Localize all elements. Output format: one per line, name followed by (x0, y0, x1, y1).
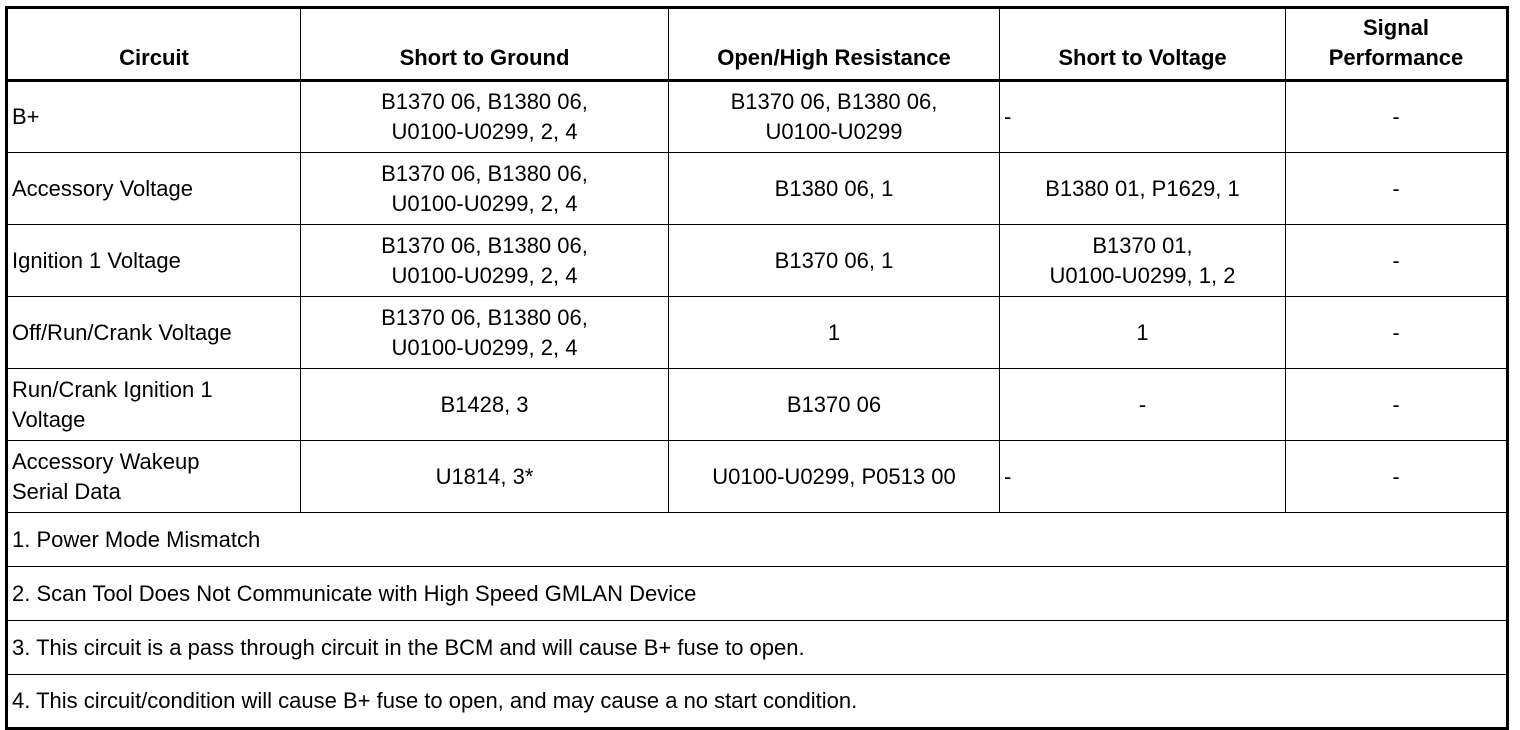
cell-circuit: Off/Run/Crank Voltage (7, 297, 301, 369)
cell-short-to-ground: B1370 06, B1380 06, U0100-U0299, 2, 4 (301, 225, 669, 297)
cell-short-to-voltage: - (1000, 81, 1286, 153)
cell-open-high-resistance: B1370 06 (669, 369, 1000, 441)
table-row (7, 225, 1508, 297)
header-open-high-resistance: Open/High Resistance (669, 8, 1000, 81)
footnote-2: 2. Scan Tool Does Not Communicate with High Speed GMLAN Device (7, 567, 1508, 621)
cell-signal-performance: - (1286, 441, 1508, 513)
cell-circuit: Ignition 1 Voltage (7, 225, 301, 297)
header-signal-performance: Signal Performance (1286, 8, 1508, 81)
cell-short-to-voltage: - (1000, 441, 1286, 513)
table-row (7, 81, 1508, 153)
note-row (7, 675, 1508, 729)
dtc-symptom-table (5, 6, 1509, 730)
footnote-1: 1. Power Mode Mismatch (7, 513, 1508, 567)
cell-open-high-resistance: B1370 06, B1380 06, U0100-U0299 (669, 81, 1000, 153)
cell-signal-performance: - (1286, 369, 1508, 441)
cell-short-to-ground: B1428, 3 (301, 369, 669, 441)
cell-open-high-resistance: U0100-U0299, P0513 00 (669, 441, 1000, 513)
cell-circuit: B+ (7, 81, 301, 153)
cell-signal-performance: - (1286, 81, 1508, 153)
header-circuit: Circuit (7, 8, 301, 81)
note-row (7, 567, 1508, 621)
cell-short-to-ground: B1370 06, B1380 06, U0100-U0299, 2, 4 (301, 297, 669, 369)
cell-short-to-ground: B1370 06, B1380 06, U0100-U0299, 2, 4 (301, 81, 669, 153)
footnote-3: 3. This circuit is a pass through circuit in the BCM and will cause B+ fuse to open. (7, 621, 1508, 675)
table-row (7, 297, 1508, 369)
note-row (7, 621, 1508, 675)
header-short-to-voltage: Short to Voltage (1000, 8, 1286, 81)
table-row (7, 441, 1508, 513)
cell-circuit: Accessory Voltage (7, 153, 301, 225)
header-row (7, 8, 1508, 81)
cell-open-high-resistance: 1 (669, 297, 1000, 369)
cell-circuit: Accessory Wakeup Serial Data (7, 441, 301, 513)
table-row (7, 369, 1508, 441)
cell-signal-performance: - (1286, 225, 1508, 297)
note-row (7, 513, 1508, 567)
footnote-4: 4. This circuit/condition will cause B+ fuse to open, and may cause a no start condition. (7, 675, 1508, 729)
cell-short-to-ground: U1814, 3* (301, 441, 669, 513)
cell-short-to-ground: B1370 06, B1380 06, U0100-U0299, 2, 4 (301, 153, 669, 225)
cell-short-to-voltage: B1380 01, P1629, 1 (1000, 153, 1286, 225)
cell-short-to-voltage: - (1000, 369, 1286, 441)
header-short-to-ground: Short to Ground (301, 8, 669, 81)
cell-short-to-voltage: 1 (1000, 297, 1286, 369)
cell-open-high-resistance: B1370 06, 1 (669, 225, 1000, 297)
cell-circuit: Run/Crank Ignition 1 Voltage (7, 369, 301, 441)
table-row (7, 153, 1508, 225)
cell-signal-performance: - (1286, 297, 1508, 369)
cell-short-to-voltage: B1370 01, U0100-U0299, 1, 2 (1000, 225, 1286, 297)
cell-open-high-resistance: B1380 06, 1 (669, 153, 1000, 225)
cell-signal-performance: - (1286, 153, 1508, 225)
